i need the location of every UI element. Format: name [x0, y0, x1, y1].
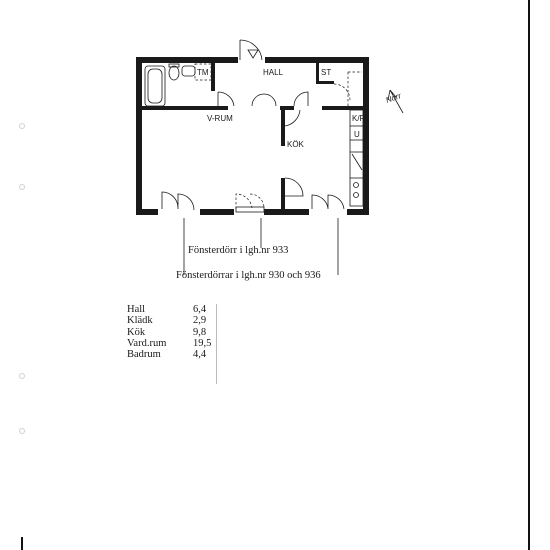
sink-diagonal	[352, 154, 362, 170]
room-label-st: ST	[321, 68, 332, 77]
wall-bottom-1	[136, 209, 158, 215]
toilet	[169, 66, 179, 80]
room-label-kf: K/F	[352, 114, 365, 123]
area-value: 4,4	[193, 349, 207, 361]
kitchen-door-swing	[294, 92, 308, 106]
table-row	[127, 338, 217, 349]
table-row	[127, 315, 217, 326]
room-label-tm: TM	[197, 68, 209, 77]
room-label-u: U	[354, 130, 360, 139]
room-area-table	[127, 304, 217, 360]
sink	[182, 66, 195, 76]
wall-bottom-3	[264, 209, 309, 215]
window-door-middle-frame	[236, 207, 264, 212]
wall-top-right	[265, 57, 369, 63]
kitchen-inner-door	[285, 178, 303, 196]
st-door-swing	[334, 84, 350, 100]
wall-kitchen-left-2	[281, 178, 285, 209]
vrum-door-swing	[252, 94, 276, 106]
wall-right	[363, 57, 369, 215]
window-door-left	[162, 192, 194, 210]
wall-top-left	[137, 57, 238, 63]
north-label: Norr	[384, 91, 403, 105]
area-value: 19,5	[193, 337, 212, 349]
table-row	[127, 349, 217, 360]
bath-door-swing	[218, 92, 234, 106]
bathtub-inner	[148, 69, 162, 103]
room-label-hall: HALL	[263, 68, 284, 77]
area-name: Hall	[127, 304, 146, 315]
closet-line	[348, 72, 362, 106]
area-value: 9,8	[193, 326, 207, 338]
stove-ring	[354, 183, 359, 188]
wall-bottom-4	[347, 209, 369, 215]
wall-st-bottom	[316, 81, 334, 84]
kitchen-counter	[350, 110, 363, 206]
toilet-tank	[169, 64, 179, 67]
area-value: 6,4	[193, 304, 207, 315]
wall-bottom-2	[200, 209, 234, 215]
area-name: Badrum	[127, 349, 161, 361]
wall-left	[136, 57, 142, 215]
stove-ring	[354, 193, 359, 198]
room-label-kok: KÖK	[287, 140, 304, 149]
wall-vrum-top-1	[142, 106, 228, 110]
wall-kitchen-top	[322, 106, 363, 110]
wall-kitchen-left-1	[281, 106, 285, 146]
area-name: Klädk	[127, 315, 153, 327]
caption-doors-930-936: Fönsterdörrar i lgh.nr 930 och 936	[176, 270, 321, 281]
caption-door-933: Fönsterdörr i lgh.nr 933	[188, 245, 289, 256]
window-door-right	[312, 195, 344, 209]
table-row	[127, 304, 217, 315]
kitchen-kok-door	[285, 110, 300, 126]
table-divider	[216, 304, 217, 384]
wall-st-left	[316, 63, 319, 83]
table-row	[127, 327, 217, 338]
area-value: 2,9	[193, 315, 207, 327]
area-name: Vard.rum	[127, 337, 167, 349]
area-name: Kök	[127, 326, 146, 338]
entrance-marker	[248, 50, 258, 58]
wall-bath-right	[211, 63, 215, 91]
room-label-vrum: V-RUM	[207, 114, 233, 123]
